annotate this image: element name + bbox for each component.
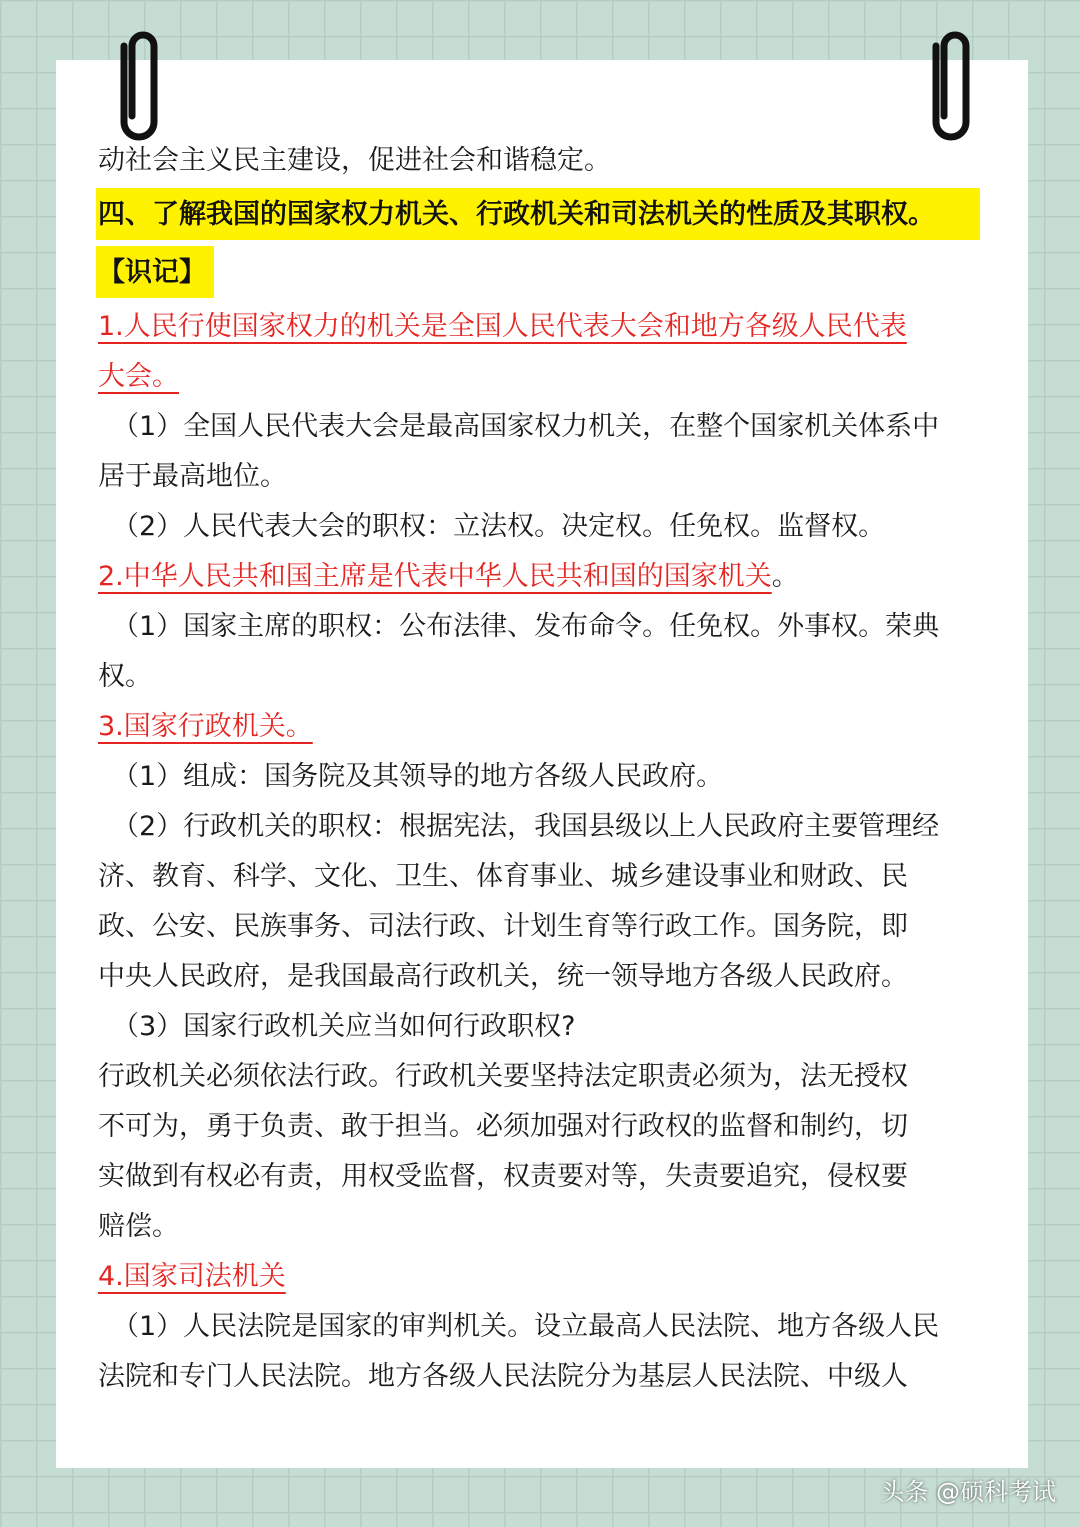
point-heading-1 <box>98 302 907 352</box>
paperclip-left-icon <box>104 26 174 150</box>
point-heading-2-period: 。 <box>771 561 799 592</box>
body-line: 动社会主义民主建设，促进社会和谐稳定。 <box>98 145 611 176</box>
point-heading-1-cont <box>98 352 179 402</box>
body-line: 不可为，勇于负责、敢于担当。必须加强对行政权的监督和制约，切 <box>98 1111 908 1142</box>
body-line: 政、公安、民族事务、司法行政、计划生育等行政工作。国务院，即 <box>98 911 908 942</box>
point-heading-3-text: 3.国家行政机关。 <box>98 711 313 742</box>
body-line: （2）行政机关的职权：根据宪法，我国县级以上人民政府主要管理经 <box>112 811 940 842</box>
memorize-label: 【识记】 <box>98 257 206 288</box>
point-heading-1-cont-text: 大会。 <box>98 361 179 392</box>
body-line: 法院和专门人民法院。地方各级人民法院分为基层人民法院、中级人 <box>98 1361 908 1392</box>
body-line: 赔偿。 <box>98 1211 179 1242</box>
body-line: （1）国家主席的职权：公布法律、发布命令。任免权。外事权。荣典 <box>112 611 940 642</box>
point-heading-4-text: 4.国家司法机关 <box>98 1261 286 1292</box>
watermark: 头条 @硕科考试 <box>880 1478 1056 1506</box>
body-line: 济、教育、科学、文化、卫生、体育事业、城乡建设事业和财政、民 <box>98 861 908 892</box>
section-heading: 四、了解我国的国家权力机关、行政机关和司法机关的性质及其职权。 <box>98 199 935 230</box>
body-line: （1）组成：国务院及其领导的地方各级人民政府。 <box>112 761 724 792</box>
paperclip-right-icon <box>916 26 986 150</box>
body-line: 中央人民政府，是我国最高行政机关，统一领导地方各级人民政府。 <box>98 961 908 992</box>
point-heading-1-text: 1.人民行使国家权力的机关是全国人民代表大会和地方各级人民代表 <box>98 311 907 342</box>
body-line: （2）人民代表大会的职权：立法权。决定权。任免权。监督权。 <box>112 511 886 542</box>
body-line: 居于最高地位。 <box>98 461 287 492</box>
point-heading-4 <box>98 1252 286 1302</box>
body-line: 实做到有权必有责，用权受监督，权责要对等，失责要追究，侵权要 <box>98 1161 908 1192</box>
point-heading-2-text: 2.中华人民共和国主席是代表中华人民共和国的国家机关 <box>98 561 772 592</box>
body-line: （1）全国人民代表大会是最高国家权力机关，在整个国家机关体系中 <box>112 411 940 442</box>
body-line: 权。 <box>98 661 152 692</box>
body-line: （3）国家行政机关应当如何行政职权? <box>112 1011 576 1042</box>
point-heading-2 <box>98 552 799 602</box>
body-line: 行政机关必须依法行政。行政机关要坚持法定职责必须为，法无授权 <box>98 1061 908 1092</box>
point-heading-3 <box>98 702 313 752</box>
body-line: （1）人民法院是国家的审判机关。设立最高人民法院、地方各级人民 <box>112 1311 940 1342</box>
